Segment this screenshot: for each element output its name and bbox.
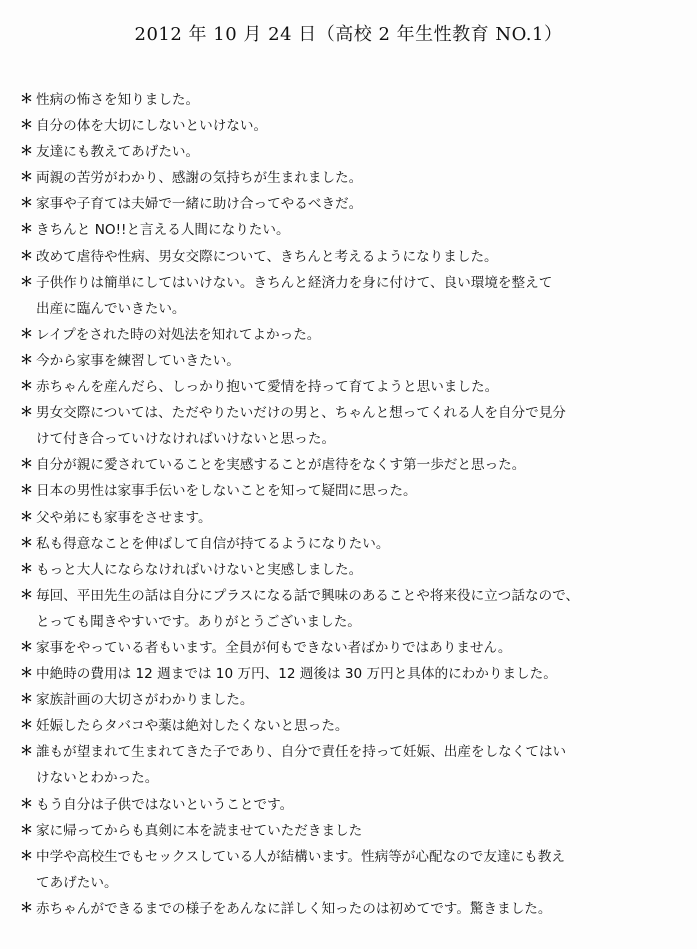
- list-item-text: とっても聞きやすいです。ありがとうございました。: [36, 613, 361, 630]
- asterisk-bullet-icon: ＊: [20, 587, 34, 603]
- list-item-text: 男女交際については、ただやりたいだけの男と、ちゃんと想ってくれる人を自分で見分: [36, 405, 566, 422]
- asterisk-bullet-icon: ＊: [20, 274, 34, 290]
- list-item: [20, 348, 685, 374]
- list-item-text: 家族計画の大切さがわかりました。: [36, 692, 254, 709]
- list-item: [20, 165, 685, 191]
- list-item: [20, 713, 685, 739]
- list-item: [20, 531, 685, 557]
- list-item: [20, 505, 685, 531]
- list-item-text: 誰もが望まれて生まれてきた子であり、自分で責任を持って妊娠、出産をしなくてはい: [36, 744, 567, 761]
- asterisk-bullet-icon: ＊: [20, 666, 34, 682]
- asterisk-bullet-icon: ＊: [20, 692, 34, 708]
- list-item: [20, 687, 685, 713]
- list-item: [20, 217, 685, 243]
- list-item: [20, 191, 685, 217]
- list-item-text: 父や弟にも家事をさせます。: [36, 509, 212, 526]
- list-item: [20, 452, 685, 478]
- list-item-text: 両親の苦労がわかり、感謝の気持ちが生まれました。: [36, 170, 363, 187]
- list-item-text: 改めて虐待や性病、男女交際について、きちんと考えるようになりました。: [36, 248, 498, 265]
- list-item: [20, 270, 685, 322]
- asterisk-bullet-icon: ＊: [20, 822, 34, 838]
- list-item: [20, 374, 685, 400]
- comment-list: [20, 87, 685, 922]
- list-item-text: 中学や高校生でもセックスしている人が結構います。性病等が心配なので友達にも教え: [36, 848, 565, 865]
- list-item: [20, 635, 685, 661]
- list-item-text: 友達にも教えてあげたい。: [36, 144, 200, 161]
- list-item: [20, 478, 685, 504]
- list-item-text: けて付き合っていけなければいけないと思った。: [36, 431, 336, 448]
- list-item: [20, 661, 685, 687]
- list-item-text: 毎回、平田先生の話は自分にプラスになる話で興味のあることや将来役に立つ話なので、: [36, 587, 580, 604]
- list-item-text: けないとわかった。: [36, 770, 159, 787]
- asterisk-bullet-icon: ＊: [20, 326, 34, 342]
- asterisk-bullet-icon: ＊: [20, 170, 34, 186]
- asterisk-bullet-icon: ＊: [20, 744, 34, 760]
- asterisk-bullet-icon: ＊: [20, 561, 34, 577]
- asterisk-bullet-icon: ＊: [20, 196, 34, 212]
- list-item: [20, 896, 685, 922]
- list-item-text: 出産に臨んでいきたい。: [36, 300, 186, 317]
- list-item-text: 性病の怖さを知りました。: [36, 92, 200, 108]
- list-item: [20, 583, 685, 635]
- asterisk-bullet-icon: ＊: [20, 848, 34, 864]
- list-item-text: 赤ちゃんができるまでの様子をあんなに詳しく知ったのは初めてです。驚きました。: [36, 900, 552, 917]
- asterisk-bullet-icon: ＊: [20, 144, 34, 160]
- list-item: [20, 322, 685, 348]
- list-item: [20, 400, 685, 452]
- list-item-text: もう自分は子供ではないということです。: [36, 796, 294, 813]
- list-item-text: 中絶時の費用は 12 週までは 10 万円、12 週後は 30 万円と具体的にわかりました。: [36, 666, 557, 683]
- asterisk-bullet-icon: ＊: [20, 405, 34, 421]
- asterisk-bullet-icon: ＊: [20, 457, 34, 473]
- list-item-text: レイプをされた時の対処法を知れてよかった。: [36, 326, 321, 343]
- list-item-text: もっと大人にならなければいけないと実感しました。: [36, 561, 363, 578]
- asterisk-bullet-icon: ＊: [20, 509, 34, 525]
- list-item-text: てあげたい。: [36, 874, 118, 891]
- list-item: [20, 113, 685, 139]
- asterisk-bullet-icon: ＊: [20, 222, 34, 238]
- list-item: [20, 87, 685, 113]
- list-item-text: 今から家事を練習していきたい。: [36, 352, 240, 369]
- list-item-text: 家事をやっている者もいます。全員が何もできない者ばかりではありません。: [36, 639, 512, 656]
- asterisk-bullet-icon: ＊: [20, 483, 34, 499]
- asterisk-bullet-icon: ＊: [20, 352, 34, 368]
- list-item-text: 家に帰ってからも真剣に本を読ませていただきました: [36, 822, 363, 839]
- asterisk-bullet-icon: ＊: [20, 248, 34, 264]
- asterisk-bullet-icon: ＊: [20, 535, 34, 551]
- list-item-text: 日本の男性は家事手伝いをしないことを知って疑問に思った。: [36, 483, 417, 500]
- list-item-text: 自分が親に愛されていることを実感することが虐待をなくす第一歩だと思った。: [36, 457, 526, 474]
- list-item-text: 妊娠したらタバコや薬は絶対したくないと思った。: [36, 718, 349, 735]
- list-item: [20, 139, 685, 165]
- list-item: [20, 844, 685, 896]
- asterisk-bullet-icon: ＊: [20, 900, 34, 916]
- list-item-text: 自分の体を大切にしないといけない。: [36, 118, 268, 135]
- document-title: 2012 年 10 月 24 日（高校 2 年生性教育 NO.1）: [134, 24, 563, 45]
- asterisk-bullet-icon: ＊: [20, 796, 34, 812]
- asterisk-bullet-icon: ＊: [20, 379, 34, 395]
- list-item: [20, 818, 685, 844]
- asterisk-bullet-icon: ＊: [20, 639, 34, 655]
- asterisk-bullet-icon: ＊: [20, 118, 34, 134]
- list-item-text: 子供作りは簡単にしてはいけない。きちんと経済力を身に付けて、良い環境を整えて: [36, 274, 553, 291]
- list-item: [20, 244, 685, 270]
- list-item-text: 私も得意なことを伸ばして自信が持てるようになりたい。: [36, 535, 390, 552]
- list-item: [20, 739, 685, 791]
- list-item-text: 家事や子育ては夫婦で一緒に助け合ってやるべきだ。: [36, 196, 363, 213]
- asterisk-bullet-icon: ＊: [20, 92, 34, 107]
- list-item-text: きちんと NO!!と言える人間になりたい。: [36, 222, 290, 239]
- asterisk-bullet-icon: ＊: [20, 718, 34, 734]
- list-item: [20, 792, 685, 818]
- list-item-text: 赤ちゃんを産んだら、しっかり抱いて愛情を持って育てようと思いました。: [36, 379, 499, 396]
- list-item: [20, 557, 685, 583]
